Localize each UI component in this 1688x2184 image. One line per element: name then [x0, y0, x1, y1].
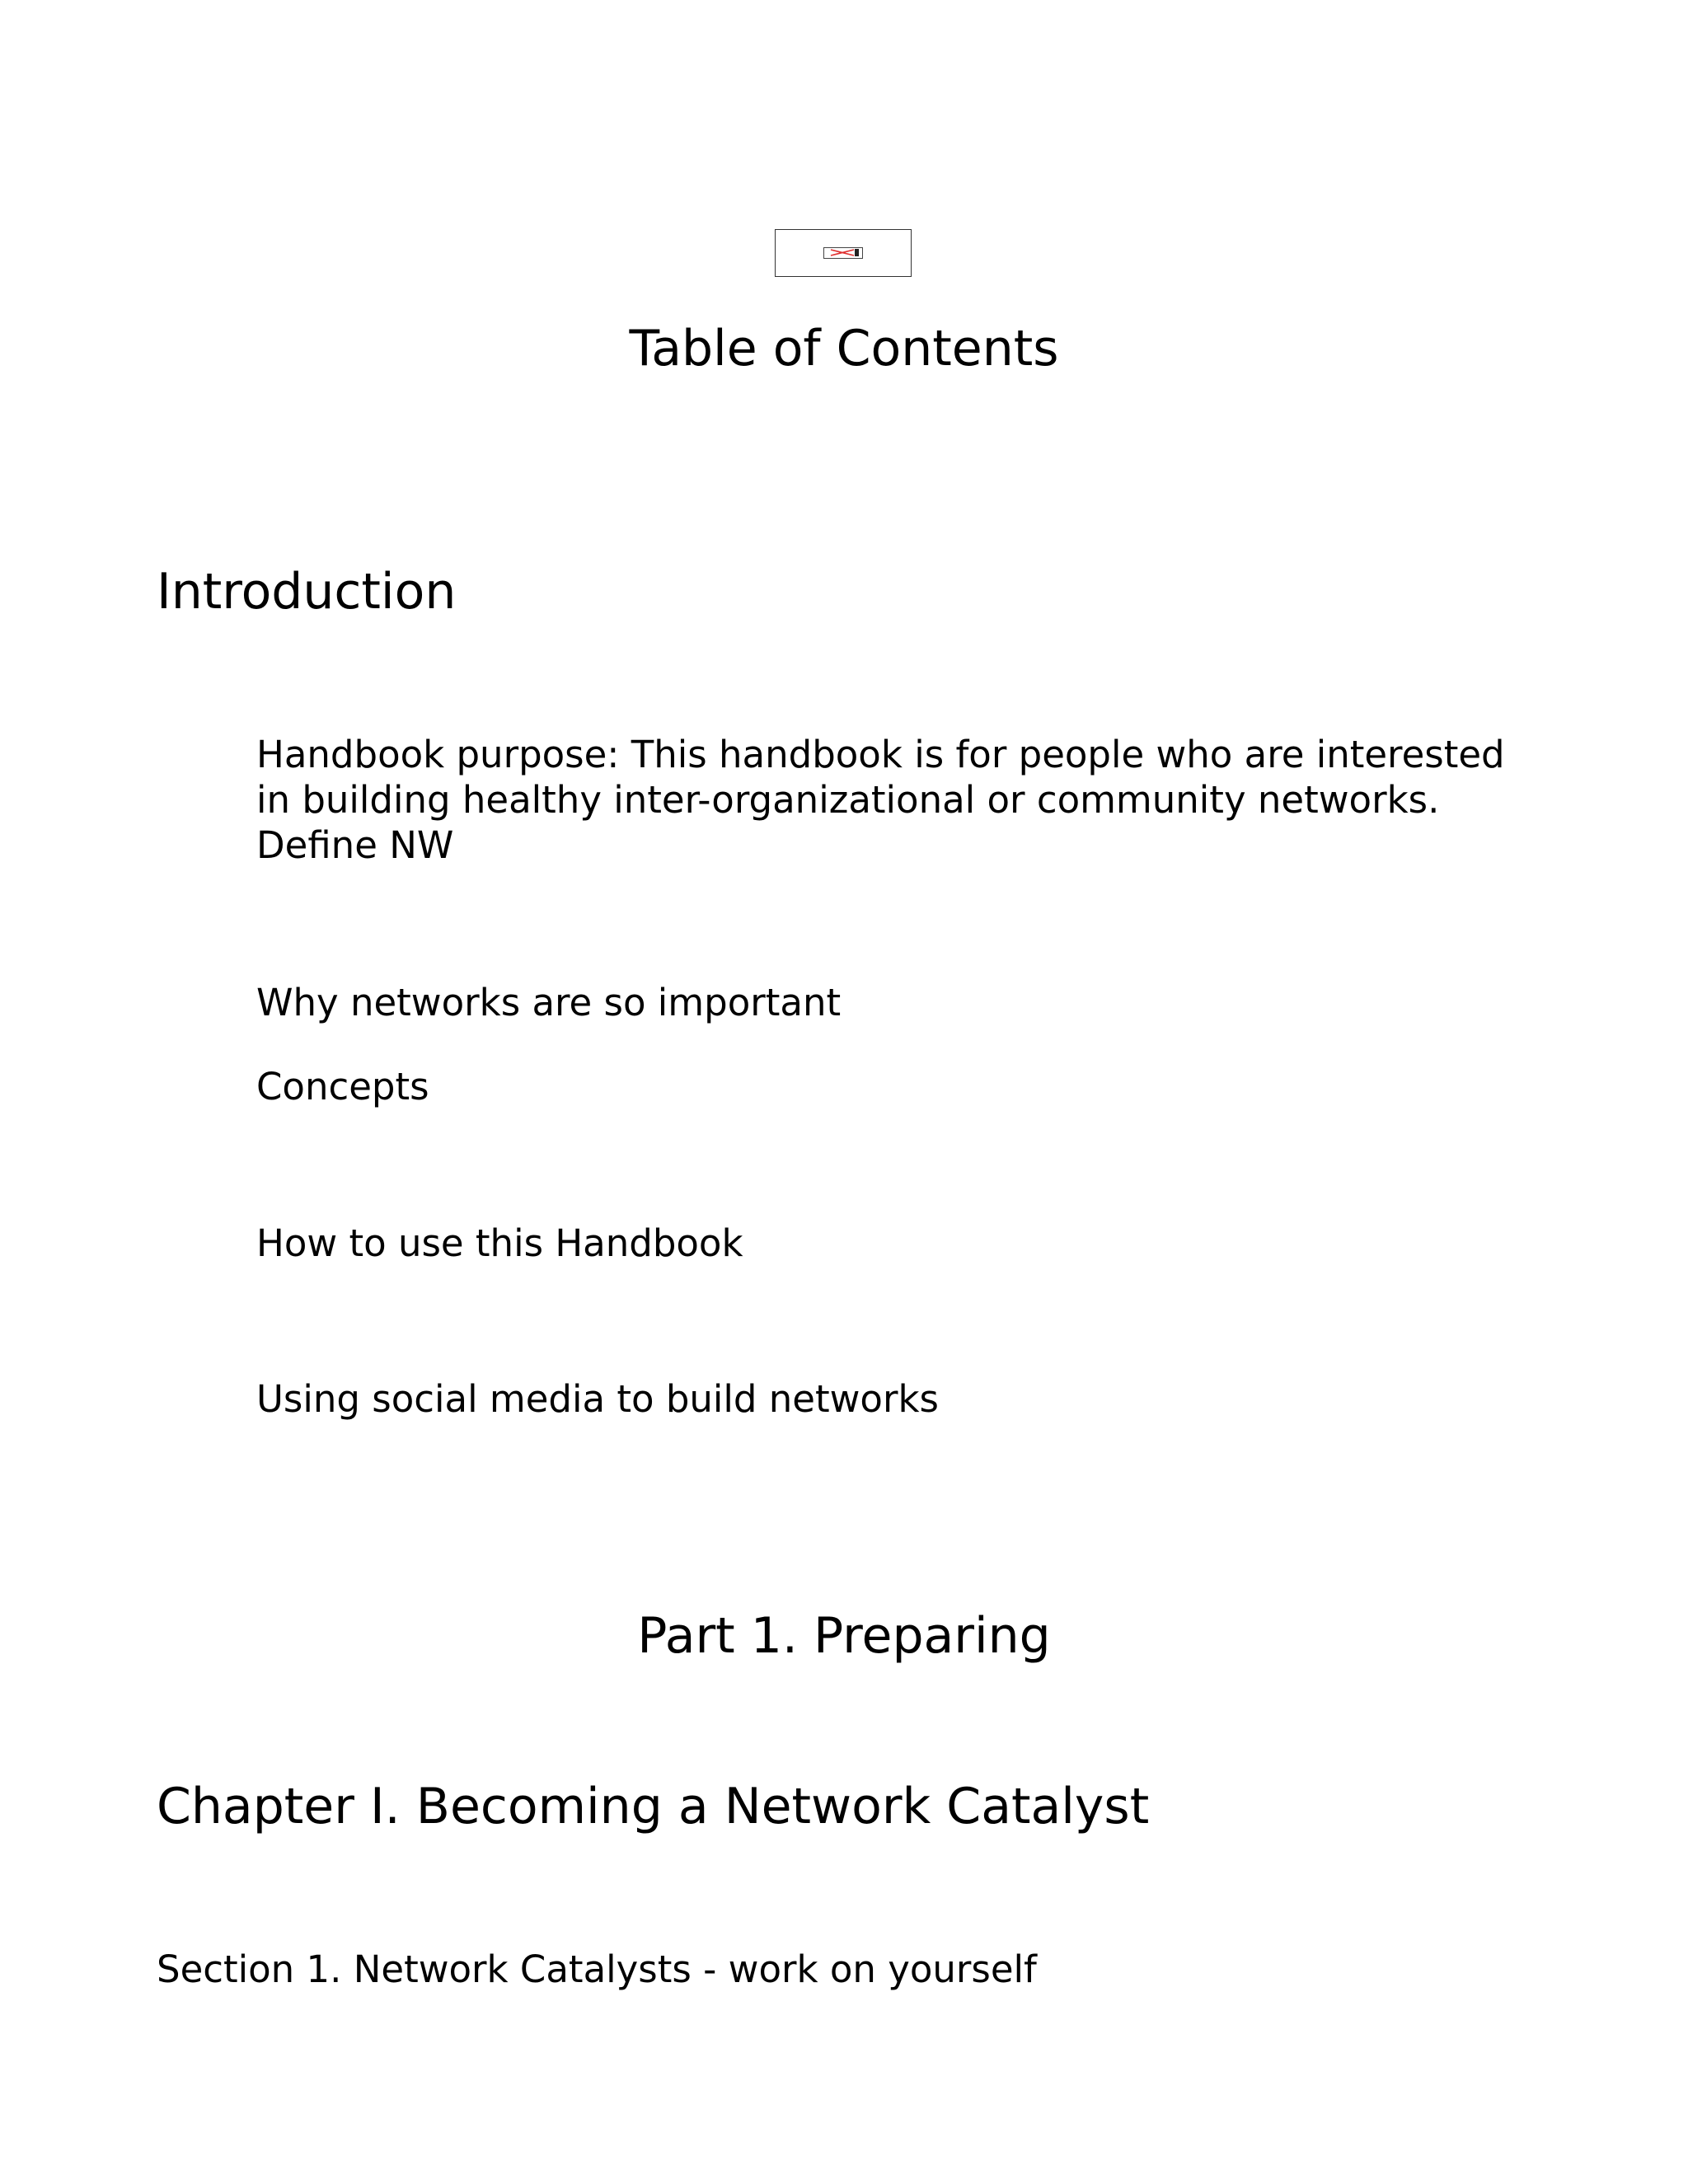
purpose-line-2: in building healthy inter-organizational or community networks. — [256, 778, 1440, 822]
toc-item-why-networks: Why networks are so important — [256, 981, 842, 1024]
purpose-line-1: Handbook purpose: This handbook is for people who are interested — [256, 733, 1505, 776]
handbook-purpose-paragraph — [256, 732, 1592, 868]
purpose-line-3: Define NW — [256, 823, 454, 867]
part-title: Part 1. Preparing — [637, 1607, 1051, 1665]
introduction-heading: Introduction — [157, 563, 457, 621]
toc-item-how-to-use: How to use this Handbook — [256, 1221, 743, 1265]
toc-item-social-media: Using social media to build networks — [256, 1377, 939, 1421]
broken-image-glyph — [824, 248, 861, 257]
toc-title: Table of Contents — [629, 320, 1059, 377]
broken-image-inner-frame — [823, 247, 863, 259]
toc-item-concepts: Concepts — [256, 1065, 429, 1108]
chapter-heading: Chapter I. Becoming a Network Catalyst — [157, 1778, 1150, 1835]
broken-image-icon — [775, 229, 912, 277]
section-heading: Section 1. Network Catalysts - work on yourself — [157, 1947, 1037, 1991]
